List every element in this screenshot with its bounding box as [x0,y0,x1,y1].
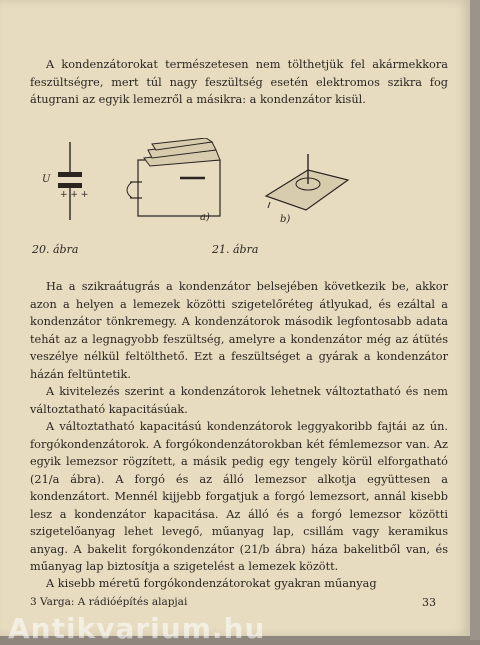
figure-21a-label: a) [200,212,210,223]
paragraph-3 [30,383,448,418]
paragraph-4 [30,418,448,576]
paragraph-1-text: A kondenzátorokat természetesen nem tölthetjük fel akármekkora feszültségre, mert túl nagy feszültség esetén elektromos szikra fog átugrani az egyik lemezről a másikra: a kondenzátor kisül. [30,58,448,106]
figure-21b-label: b) [280,214,291,225]
figure-21b-bakelite-capacitor [262,150,352,220]
figure-20-u-label: U [42,174,51,185]
watermark-text: Antikvarium.hu [8,612,266,645]
footer-source: 3 Varga: A rádióépítés alapjai [30,596,188,608]
figure-20-caption: 20. ábra [32,243,79,256]
figure-21-caption: 21. ábra [212,243,259,256]
paragraph-5-text: A kisebb méretű forgókondenzátorokat gyakran műanyag [46,577,377,590]
svg-text:+ + +: + + + [60,190,89,200]
page-edge-shadow [470,0,480,640]
figure-21a-variable-capacitor [120,138,230,228]
paragraph-2-text: Ha a szikraátugrás a kondenzátor belsejében következik be, akkor azon a helyen a lemezek közötti szigetelőréteg átlyukad, és ezáltal a kondenzátor tönkremegy. A kondenzátorok második legfontosabb adata tehát az a legnagyobb feszültség, amelyre a kondenzátor még az átütés veszélye nélkül feltölthető. Ezt a feszültséget a gyárak a kondenzátor házán feltüntetik. [30,280,448,381]
page-number: 33 [422,596,436,609]
paragraph-3-text: A kivitelezés szerint a kondenzátorok lehetnek változtatható és nem változtatható kapacitásúak. [30,385,448,416]
figure-20-capacitor-symbol [50,142,110,222]
paragraph-1 [30,56,448,109]
paragraph-4-text: A változtatható kapacitású kondenzátorok leggyakoribb fajtái az ún. forgókondenzátorok. A forgókondenzátorokban két fémlemezsor van. Az egyik lemezsor rögzített, a másik pedig egy tengely körül elforgatható (21/a ábra). A forgó és az álló lemezsor alkotja együttesen a kondenzátort. Mennél kijjebb forgatjuk a forgó lemezsort, annál kisebb lesz a kondenzátor kapacitása. Az álló és a forgó lemezsor közötti szigetelőanyag lehet levegő, műanyag lap, csillám vagy keramikus anyag. A bakelit forgókondenzátor (21/b ábra) háza bakelitből van, és műanyag lap biztosítja a szigetelést a lemezek között. [30,420,448,573]
paragraph-2 [30,278,448,383]
paragraph-5 [30,575,448,593]
